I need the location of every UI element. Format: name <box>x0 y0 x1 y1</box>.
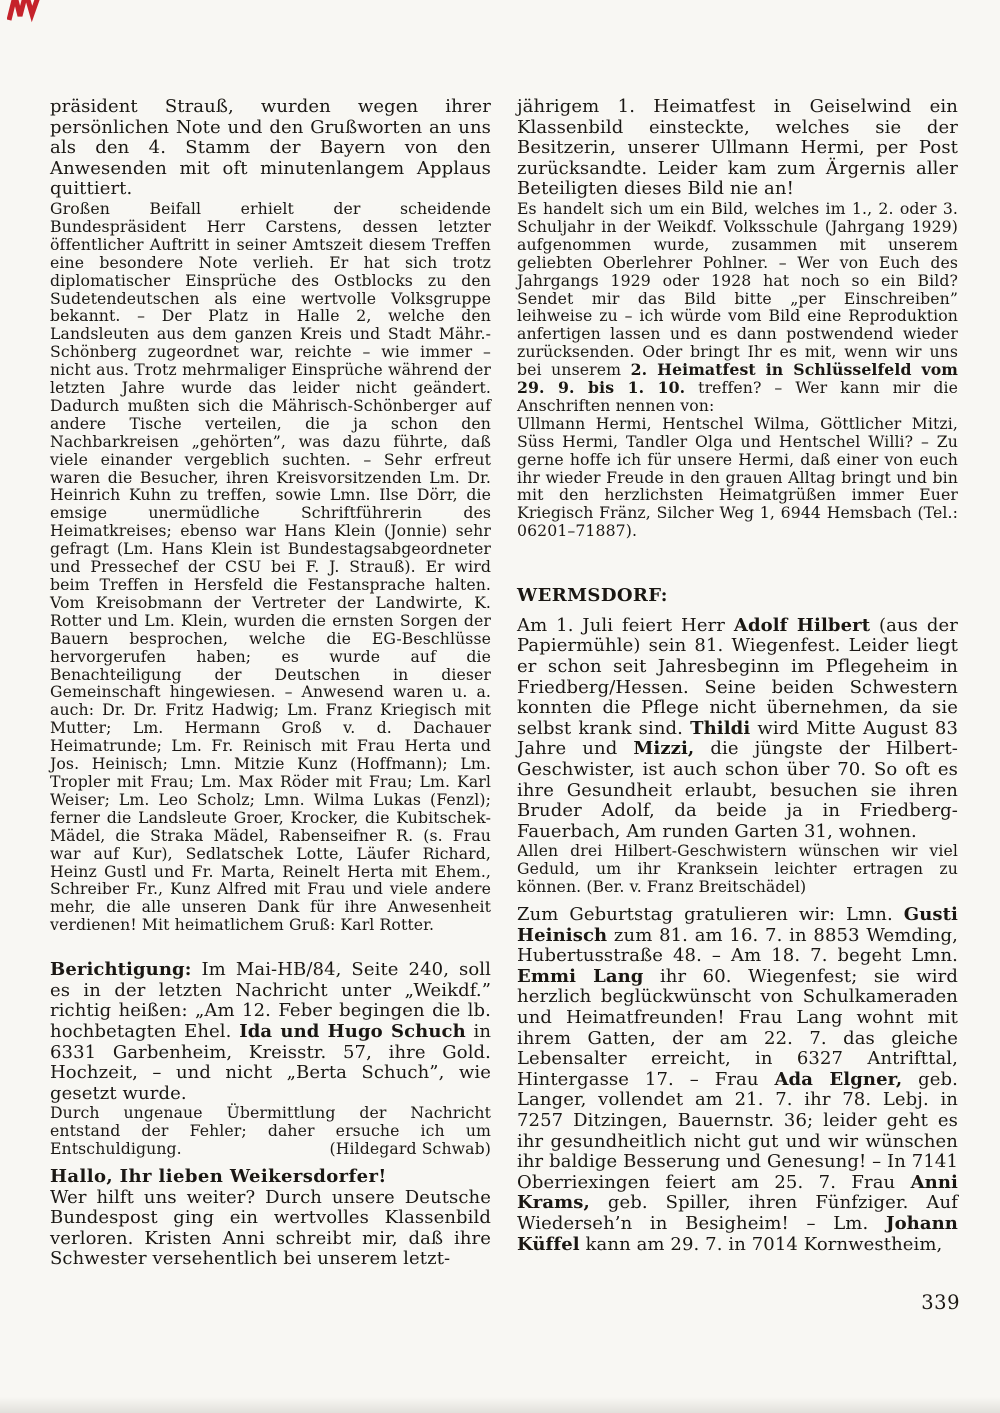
hilbert-geschwister-wunsch-paragraph: Allen drei Hilbert-Geschwistern wünschen wir viel Geduld, um ihr Kranksein leichter ertragen zu können. (Ber. v. Franz Breitschädel) <box>517 841 958 897</box>
geburtstag-gratulation-paragraph: Zum Geburtstag gratulieren wir: Lmn. Gusti Heinisch zum 81. am 16. 7. in 8853 Wemding, Hubertusstraße 48. – Am 18. 7. begeht Lmn. Emmi Lang ihr 60. Wiegenfest; sie wird herzlich beglückwünscht von Schulkameraden und Heimatfreunden! Frau Lang wohnt mit ihrem Gatten, der am 22. 7. das gleiche Lebensalter erreicht, in 6327 Antrifttal, Hintergasse 17. – Frau Ada Elgner, geb. Langer, vollendet am 21. 7. ihr 78. Lebj. in 7257 Ditzingen, Bauernstr. 36; leider geht es ihr gesundheitlich nicht gut und wir wünschen ihr baldige Besserung und Genesung! – In 7141 Oberriexingen feiert am 25. 7. Frau Anni Krams, geb. Spiller, ihren Fünfziger. Auf Wiederseh’n in Besigheim! – Lm. Johann Küffel kann am 29. 7. in 7014 Kornwestheim, <box>517 904 959 1255</box>
left-column <box>50 97 491 1270</box>
anschriften-liste-paragraph: Ullmann Hermi, Hentschel Wilma, Göttlicher Mitzi, Süss Hermi, Tandler Olga und Hentschel Willi? – Zu gerne hoffe ich für unsere Hermi, daß einer von euch ihr wieder Freude in den grauen Alltag bringt und bin mit den herzlichsten Heimatgrüßen immer Euer Kriegisch Fränz, Silcher Weg 1, 6944 Hemsbach (Tel.: 06201–71887). <box>517 413 958 541</box>
red-corner-scribble-icon <box>7 0 41 23</box>
klassenbild-verloren-paragraph: Wer hilft uns weiter? Durch unsere Deutsche Bundespost ging ein wertvolles Klassenbild verloren. Kristen Anni schreibt mir, daß ihre Schwester versehentlich bei unserem letzt- <box>50 1186 491 1270</box>
right-column <box>517 97 958 1270</box>
treffen-report-paragraph: Großen Beifall erhielt der scheidende Bundespräsident Herr Carstens, dessen letzter öffentlicher Auftritt in seiner Amtszeit diesem Treffen eine besondere Note verlieh. Er hat sich trotz diplomatischer Einsprüche des Ostblocks zu den Sudetendeutschen als eine wertvolle Volksgruppe bekannt. – Der Platz in Halle 2, welche den Landsleuten aus dem ganzen Kreis und Stadt Mähr.-Schönberg zugeordnet war, reichte – wie immer – nicht aus. Trotz mehrmaliger Einsprüche während der letzten Jahre wurde das leider nicht geändert. Dadurch mußten sich die Mährisch-Schönberger auf andere Tische verteilen, die ja schon den Nachbarkreisen „gehörten”, was dazu führte, daß viele einander vergeblich suchten. – Sehr erfreut waren die Besucher, ihren Kreisvorsitzenden Lm. Dr. Heinrich Kuhn zu treffen, sowie Lmn. Ilse Dörr, die emsige unermüdliche Schriftführerin des Heimatkreises; ebenso war Hans Klein (Jonnie) sehr gefragt (Lm. Hans Klein ist Bundestagsabgeordneter und Pressechef der CSU bei F. J. Strauß). Er wird beim Treffen in Hersfeld die Festansprache halten. Vom Kreisobmann der Vertreter der Landwirte, K. Rotter und Lm. Klein, wurden die ernsten Sorgen der Bauern besprochen, welche die EG-Beschlüsse hervorgerufen haben; es wurde auf die Benachteiligung der Deutschen in dieser Gemeinschaft hingewiesen. – Anwesend waren u. a. auch: Dr. Dr. Fritz Hadwig; Lm. Franz Kriegisch mit Mutter; Lm. Hermann Groß v. d. Dachauer Heimatrunde; Lm. Fr. Reinisch mit Frau Herta und Jos. Heinisch; Lmn. Mitzie Kunz (Hoffmann); Lm. Tropler mit Frau; Lm. Max Röder mit Frau; Lm. Karl Weiser; Lm. Leo Scholz; Lmn. Wilma Lukas (Fenzl); ferner die Landsleute Groer, Krocker, die Kubitschek-Mädel, die Straka Mädel, Rabenseifner R. (s. Frau war auf Kur), Sedlatschek Lotte, Läufer Richard, Heinz Gustl und Fr. Marta, Reinelt Herta mit Ehem., Schreiber Fr., Kunz Alfred mit Frau und viele andere mehr, die alle unseren Dank für ihre Anwesenheit verdienen! Mit heimatlichem Gruß: Karl Rotter. <box>50 198 491 935</box>
heimatfest-klassenbild-paragraph: jährigem 1. Heimatfest in Geiselwind ein Klassenbild einsteckte, welches sie der Besitzerin, unserer Ullmann Hermi, per Post zurücksandte. Leider kam zum Ärgernis aller Beteiligten dieses Bild nie an! <box>517 96 958 200</box>
page-number: 339 <box>921 1291 960 1314</box>
red-scribble-stroke <box>9 0 38 20</box>
berichtigung-paragraph: Berichtigung: Im Mai-HB/84, Seite 240, soll es in der letzten Nachricht unter „Weikdf.” richtig heißen: „Am 12. Feber begingen die lb. hochbetagten Ehel. Ida und Hugo Schuch in 6331 Garbenheim, Kreisstr. 57, ihre Gold. Hochzeit, – und nicht „Berta Schuch”, wie gesetzt wurde. <box>50 959 492 1104</box>
wermsdorf-heading: WERMSDORF: <box>517 585 668 607</box>
adolf-hilbert-paragraph: Am 1. Juli feiert Herr Adolf Hilbert (aus der Papiermühle) sein 81. Wiegenfest. Leider liegt er schon seit Jahresbeginn im Pflegeheim in Friedberg/Hessen. Seine beiden Schwestern konnten die Pflege nicht übernehmen, da sie selbst krank sind. Thildi wird Mitte August 83 Jahre und Mizzi, die jüngste der Hilbert-Geschwister, ist auch schon über 70. So oft es ihre Gesundheit erlaubt, besuchen sie ihren Bruder Adolf, da beide ja in Friedberg-Fauerbach, Am runden Garten 31, wohnen. <box>517 614 958 842</box>
berichtigung-apology-paragraph: Durch ungenaue Übermittlung der Nachricht entstand der Fehler; daher ersuche ich um Entschuldigung. (Hildegard Schwab) <box>50 1103 491 1159</box>
weikersdorfer-heading: Hallo, Ihr lieben Weikersdorfer! <box>50 1166 387 1187</box>
scan-edge-shadow <box>0 1397 1000 1413</box>
klassenbild-suche-paragraph: Es handelt sich um ein Bild, welches im 1., 2. oder 3. Schuljahr in der Weikdf. Volksschule (Jahrgang 1929) aufgenommen wurde, zusammen mit unserem geliebten Oberlehrer Pohlner. – Wer von Euch des Jahrgangs 1929 oder 1928 hat noch so ein Bild? Sendet mir das Bild bitte „per Einschreiben” leihweise zu – ich würde vom Bild eine Reproduktion anfertigen lassen und es dann postwendend wieder zurücksenden. Oder bringt Ihr es mit, wenn wir uns bei unserem 2. Heimatfest in Schlüsselfeld vom 29. 9. bis 1. 10. treffen? – Wer kann mir die Anschriften nennen von: <box>517 198 958 415</box>
strauss-applause-paragraph: präsident Strauß, wurden wegen ihrer persönlichen Note und den Grußworten an uns als den 4. Stamm der Bayern von den Anwesenden mit oft minutenlangem Applaus quittiert. <box>50 96 491 200</box>
two-column-text-area <box>50 97 958 1270</box>
